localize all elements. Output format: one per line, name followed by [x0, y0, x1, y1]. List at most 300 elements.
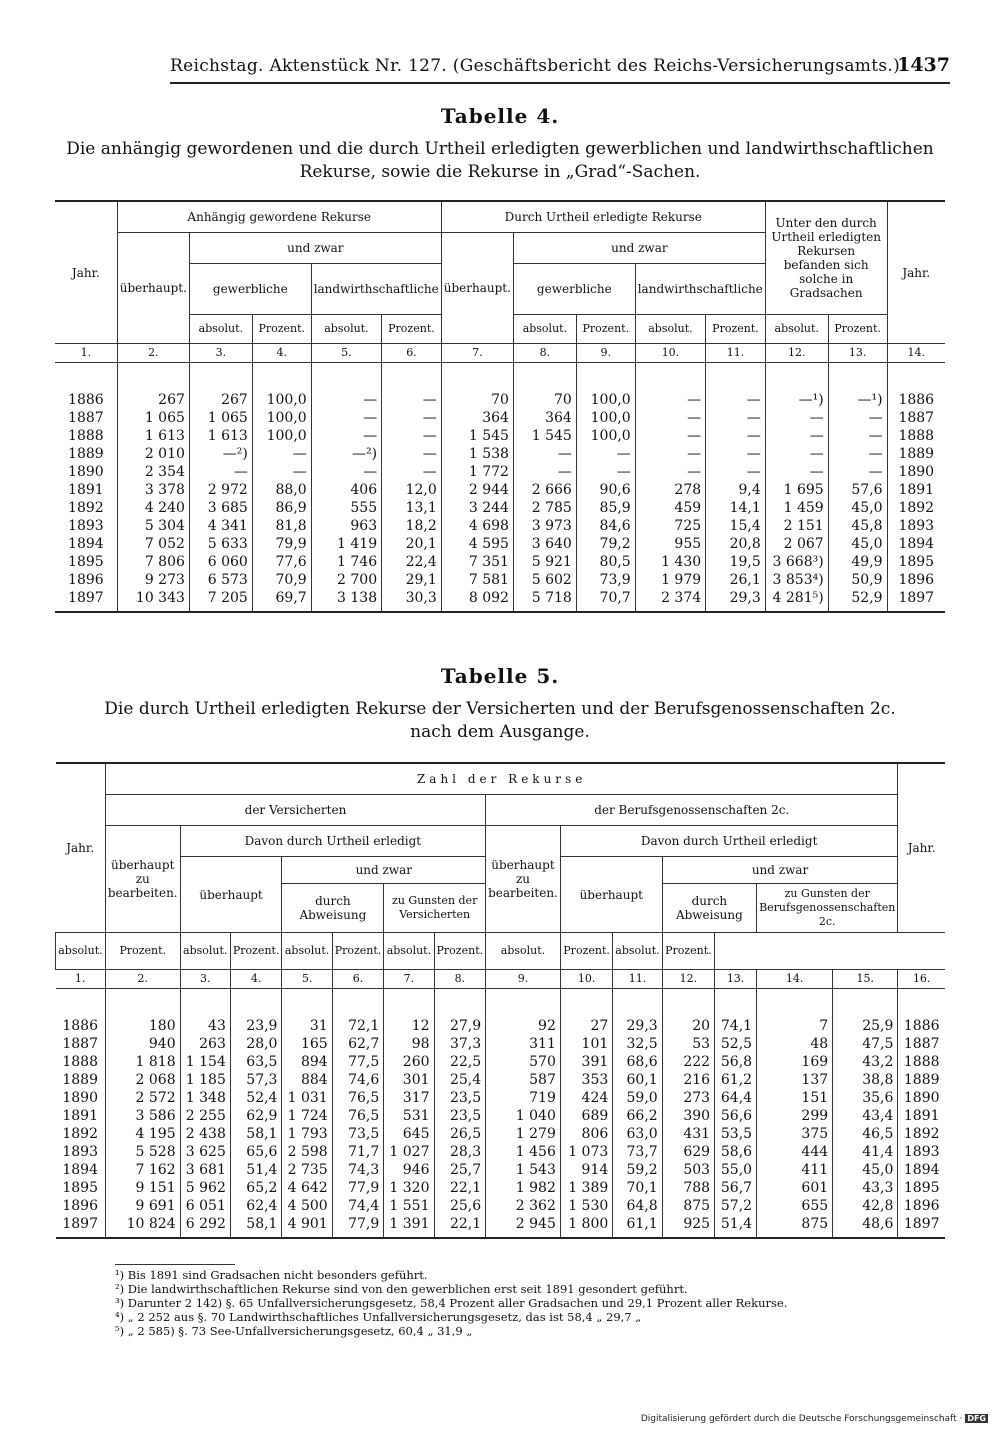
t4-cell: — [635, 427, 705, 445]
t4-cell: 2 700 [311, 571, 381, 589]
t5-year: 1896 [56, 1197, 106, 1215]
t5-cell: 51,4 [715, 1215, 757, 1238]
t5-cell: 53 [662, 1035, 714, 1053]
t4-cell: 80,5 [576, 553, 635, 571]
t4-cell: — [765, 427, 828, 445]
t4-cell: 69,7 [252, 589, 311, 612]
t4-year: 1887 [887, 409, 945, 427]
t5-h-gunsten-vers: zu Gunsten der Versicherten [384, 884, 486, 933]
t5-year: 1886 [898, 989, 945, 1036]
t5-h-abs: absolut. [384, 933, 434, 970]
t5-cell: 4 901 [282, 1215, 332, 1238]
t5-year: 1888 [898, 1053, 945, 1071]
t5-cell: 4 500 [282, 1197, 332, 1215]
t5-cell: 43,4 [833, 1107, 898, 1125]
t5-cell: 74,6 [332, 1071, 384, 1089]
t4-cell: 45,8 [828, 517, 887, 535]
t5-h-proz: Prozent. [105, 933, 180, 970]
t4-cell: —¹) [828, 363, 887, 410]
t4-cell: 45,0 [828, 499, 887, 517]
table4-subtitle-line1: Die anhängig gewordenen und die durch Urtheil erledigten gewerblichen und landwirthschaftlichen [66, 139, 934, 159]
t4-row [55, 427, 945, 445]
table4-title: Tabelle 4. [440, 104, 560, 128]
t5-cell: 1 530 [560, 1197, 612, 1215]
t4-cell: 4 281⁵) [765, 589, 828, 612]
t4-cell: 725 [635, 517, 705, 535]
t5-cell: 29,3 [613, 989, 662, 1036]
t5-h-proz: Prozent. [332, 933, 384, 970]
t4-cell: 1 538 [441, 445, 513, 463]
t4-cell: —²) [189, 445, 252, 463]
t4-colnum: 9. [576, 344, 635, 363]
footnote-3: ³) Darunter 2 142) §. 65 Unfallversicherungsgesetz, 58,4 Prozent aller Gradsachen und 29,1 Prozent aller Rekurse. [115, 1296, 788, 1310]
t5-cell: 629 [662, 1143, 714, 1161]
t4-colnum: 12. [765, 344, 828, 363]
t5-h-abs: absolut. [56, 933, 106, 970]
t5-cell: 58,6 [715, 1143, 757, 1161]
t5-cell: 180 [105, 989, 180, 1036]
t4-cell: 85,9 [576, 499, 635, 517]
t5-year: 1888 [56, 1053, 106, 1071]
t5-h-berufsgen: der Berufsgenossenschaften 2c. [486, 795, 898, 826]
t5-cell: 76,5 [332, 1089, 384, 1107]
t5-year: 1889 [898, 1071, 945, 1089]
t4-cell: 12,0 [382, 481, 442, 499]
t4-cell: 49,9 [828, 553, 887, 571]
t4-cell: 29,1 [382, 571, 442, 589]
t5-cell: 925 [662, 1215, 714, 1238]
t5-h-abweisung: durch Abweisung [282, 884, 384, 933]
t4-year: 1886 [887, 363, 945, 410]
digitization-credit [641, 1414, 988, 1424]
t4-cell: 6 573 [189, 571, 252, 589]
t5-colnum: 13. [715, 970, 757, 989]
t4-cell: —¹) [765, 363, 828, 410]
t5-cell: 43,3 [833, 1179, 898, 1197]
t4-cell: 5 633 [189, 535, 252, 553]
t5-cell: 22,1 [434, 1179, 486, 1197]
t5-year: 1895 [898, 1179, 945, 1197]
t4-cell: — [635, 445, 705, 463]
t5-cell: 1 185 [180, 1071, 230, 1089]
t5-cell: 3 681 [180, 1161, 230, 1179]
t5-cell: 1 456 [486, 1143, 561, 1161]
t5-cell: 60,1 [613, 1071, 662, 1089]
t5-cell: 74,1 [715, 989, 757, 1036]
t5-cell: 46,5 [833, 1125, 898, 1143]
t4-row [55, 363, 945, 410]
t5-cell: 914 [560, 1161, 612, 1179]
footnote-1: ¹) Bis 1891 sind Gradsachen nicht besonders geführt. [115, 1268, 428, 1282]
t5-cell: 42,8 [833, 1197, 898, 1215]
t4-year: 1886 [55, 363, 117, 410]
t5-cell: 32,5 [613, 1035, 662, 1053]
t5-row [56, 1143, 946, 1161]
t5-cell: 64,8 [613, 1197, 662, 1215]
t4-cell: 1 065 [117, 409, 189, 427]
t5-cell: 10 824 [105, 1215, 180, 1238]
t4-h-jahr: Jahr. [55, 201, 117, 344]
t5-cell: 1 040 [486, 1107, 561, 1125]
t5-colnum: 8. [434, 970, 486, 989]
t4-cell: 2 785 [513, 499, 576, 517]
t4-cell: — [765, 409, 828, 427]
t5-cell: 151 [757, 1089, 833, 1107]
t5-cell: 353 [560, 1071, 612, 1089]
t5-h-proz: Prozent. [434, 933, 486, 970]
t4-h-jahr-right: Jahr. [887, 201, 945, 344]
t4-cell: 2 666 [513, 481, 576, 499]
t4-cell: 19,5 [706, 553, 766, 571]
t4-colnum: 1. [55, 344, 117, 363]
t5-cell: 1 818 [105, 1053, 180, 1071]
t5-cell: 2 735 [282, 1161, 332, 1179]
t5-cell: 1 800 [560, 1215, 612, 1238]
t5-colnum: 16. [898, 970, 945, 989]
t4-cell: 4 595 [441, 535, 513, 553]
t5-cell: 27 [560, 989, 612, 1036]
t4-year: 1896 [887, 571, 945, 589]
t5-cell: 1 154 [180, 1053, 230, 1071]
t5-h-ueberhaupt2: überhaupt [560, 857, 662, 933]
t4-cell: 20,8 [706, 535, 766, 553]
t4-h-gewerbliche2: gewerbliche [513, 264, 635, 315]
t5-cell: 57,2 [715, 1197, 757, 1215]
t4-cell: 3 973 [513, 517, 576, 535]
t5-cell: 48 [757, 1035, 833, 1053]
t4-cell: 1 065 [189, 409, 252, 427]
t5-cell: 5 962 [180, 1179, 230, 1197]
t5-cell: 3 586 [105, 1107, 180, 1125]
t4-cell: 88,0 [252, 481, 311, 499]
t5-cell: 56,8 [715, 1053, 757, 1071]
t5-colnum: 4. [230, 970, 282, 989]
t5-cell: 31 [282, 989, 332, 1036]
t5-cell: 1 027 [384, 1143, 434, 1161]
t5-cell: 875 [757, 1215, 833, 1238]
t4-cell: — [635, 409, 705, 427]
t5-cell: 1 389 [560, 1179, 612, 1197]
t4-cell: 364 [441, 409, 513, 427]
t4-h-proz: Prozent. [706, 315, 766, 344]
t4-colnum: 4. [252, 344, 311, 363]
t4-cell: 90,6 [576, 481, 635, 499]
t5-year: 1897 [56, 1215, 106, 1238]
t5-cell: 884 [282, 1071, 332, 1089]
t4-h-proz: Prozent. [382, 315, 442, 344]
t4-year: 1888 [55, 427, 117, 445]
t4-cell: 963 [311, 517, 381, 535]
t5-cell: 940 [105, 1035, 180, 1053]
t4-cell: 3 640 [513, 535, 576, 553]
t5-cell: 22,5 [434, 1053, 486, 1071]
t5-cell: 719 [486, 1089, 561, 1107]
t5-cell: 72,1 [332, 989, 384, 1036]
t4-cell: — [765, 463, 828, 481]
t4-cell: 2 972 [189, 481, 252, 499]
t5-cell: 645 [384, 1125, 434, 1143]
t4-cell: — [382, 445, 442, 463]
t4-cell: 79,2 [576, 535, 635, 553]
t5-cell: 77,9 [332, 1215, 384, 1238]
t5-cell: 299 [757, 1107, 833, 1125]
t5-year: 1893 [898, 1143, 945, 1161]
t4-cell: 2 010 [117, 445, 189, 463]
t5-cell: 165 [282, 1035, 332, 1053]
t4-cell: 100,0 [576, 363, 635, 410]
t5-cell: 788 [662, 1179, 714, 1197]
t5-cell: 503 [662, 1161, 714, 1179]
t5-cell: 6 051 [180, 1197, 230, 1215]
dfg-logo: DFG [967, 1414, 986, 1423]
t4-cell: — [576, 445, 635, 463]
table5-title: Tabelle 5. [440, 664, 560, 688]
t5-h-jahr-right: Jahr. [898, 763, 945, 933]
t4-cell: 45,0 [828, 535, 887, 553]
t4-h-proz: Prozent. [828, 315, 887, 344]
t5-cell: 25,6 [434, 1197, 486, 1215]
t5-row [56, 1161, 946, 1179]
t4-colnum: 14. [887, 344, 945, 363]
t5-cell: 9 151 [105, 1179, 180, 1197]
t4-cell: 406 [311, 481, 381, 499]
t5-h-zahl: Zahl der Rekurse [105, 763, 898, 795]
t5-cell: 20 [662, 989, 714, 1036]
t5-cell: 444 [757, 1143, 833, 1161]
t5-year: 1890 [56, 1089, 106, 1107]
t5-h-abs: absolut. [486, 933, 561, 970]
footnote-4: ⁴) „ 2 252 aus §. 70 Landwirthschaftliches Unfallversicherungsgesetz, das ist 58,4 „ 29,7 „ [115, 1310, 642, 1324]
t5-cell: 38,8 [833, 1071, 898, 1089]
t5-cell: 1 348 [180, 1089, 230, 1107]
t5-cell: 875 [662, 1197, 714, 1215]
t4-cell: — [382, 463, 442, 481]
t5-cell: 63,0 [613, 1125, 662, 1143]
t4-cell: 364 [513, 409, 576, 427]
t4-cell: 2 374 [635, 589, 705, 612]
t4-cell: 7 351 [441, 553, 513, 571]
t5-cell: 71,7 [332, 1143, 384, 1161]
table4 [55, 200, 945, 613]
t5-cell: 390 [662, 1107, 714, 1125]
t5-cell: 1 724 [282, 1107, 332, 1125]
t5-cell: 25,7 [434, 1161, 486, 1179]
t4-cell: — [828, 463, 887, 481]
t5-cell: 27,9 [434, 989, 486, 1036]
t4-h-abs: absolut. [513, 315, 576, 344]
t4-cell: 3 668³) [765, 553, 828, 571]
t5-row [56, 1197, 946, 1215]
t4-h-ueberhaupt: überhaupt. [117, 233, 189, 344]
t5-cell: 1 391 [384, 1215, 434, 1238]
t5-h-abs: absolut. [180, 933, 230, 970]
t5-year: 1890 [898, 1089, 945, 1107]
t5-cell: 2 438 [180, 1125, 230, 1143]
t4-h-unter: Unter den durch Urtheil erledigten Rekursen befanden sich solche in Gradsachen [765, 201, 887, 315]
t5-year: 1896 [898, 1197, 945, 1215]
header-text: Reichstag. Aktenstück Nr. 127. (Geschäftsbericht des Reichs-Versicherungsamts.) [170, 56, 900, 76]
table5-subtitle-line1: Die durch Urtheil erledigten Rekurse der Versicherten und der Berufsgenossenschaften 2c. [104, 699, 896, 719]
t4-cell: — [311, 363, 381, 410]
t5-cell: 317 [384, 1089, 434, 1107]
page-number: 1437 [897, 54, 950, 76]
t5-h-abs: absolut. [613, 933, 662, 970]
t5-h-davon: Davon durch Urtheil erledigt [180, 826, 485, 857]
t4-row [55, 481, 945, 499]
t5-cell: 48,6 [833, 1215, 898, 1238]
t5-row [56, 1179, 946, 1197]
t5-cell: 311 [486, 1035, 561, 1053]
t4-cell: — [311, 427, 381, 445]
t5-cell: 222 [662, 1053, 714, 1071]
t5-cell: 73,7 [613, 1143, 662, 1161]
t5-cell: 65,6 [230, 1143, 282, 1161]
t4-cell: — [382, 427, 442, 445]
t5-colnum: 5. [282, 970, 332, 989]
t4-cell: — [635, 363, 705, 410]
t4-cell: 3 138 [311, 589, 381, 612]
page-header [170, 52, 950, 84]
t4-cell: 1 613 [189, 427, 252, 445]
t5-colnum: 14. [757, 970, 833, 989]
t4-h-abs: absolut. [635, 315, 705, 344]
t5-h-ueberhaupt: überhaupt [180, 857, 282, 933]
t5-cell: 62,9 [230, 1107, 282, 1125]
t4-year: 1892 [55, 499, 117, 517]
t4-row [55, 445, 945, 463]
t4-cell: 100,0 [252, 363, 311, 410]
t4-cell: 100,0 [252, 409, 311, 427]
t4-cell: — [513, 445, 576, 463]
t5-cell: 55,0 [715, 1161, 757, 1179]
t5-colnum: 1. [56, 970, 106, 989]
t5-cell: 2 255 [180, 1107, 230, 1125]
t4-h-undzwar: und zwar [189, 233, 441, 264]
t5-cell: 531 [384, 1107, 434, 1125]
t5-year: 1887 [898, 1035, 945, 1053]
t5-cell: 61,1 [613, 1215, 662, 1238]
t4-row [55, 571, 945, 589]
t4-cell: 278 [635, 481, 705, 499]
t5-cell: 1 279 [486, 1125, 561, 1143]
t4-cell: — [828, 427, 887, 445]
t5-h-undzwar: und zwar [282, 857, 486, 884]
t4-cell: — [576, 463, 635, 481]
t5-cell: 26,5 [434, 1125, 486, 1143]
table5 [55, 762, 945, 1239]
t4-year: 1891 [887, 481, 945, 499]
t4-h-abs: absolut. [311, 315, 381, 344]
t4-row [55, 517, 945, 535]
t4-cell: 100,0 [576, 409, 635, 427]
t4-cell: 2 354 [117, 463, 189, 481]
t4-cell: 7 052 [117, 535, 189, 553]
t5-cell: 2 068 [105, 1071, 180, 1089]
t5-cell: 2 572 [105, 1089, 180, 1107]
t4-cell: — [513, 463, 576, 481]
t4-row [55, 499, 945, 517]
t4-cell: 77,6 [252, 553, 311, 571]
t4-year: 1894 [887, 535, 945, 553]
t4-cell: — [311, 463, 381, 481]
t5-cell: 9 691 [105, 1197, 180, 1215]
t5-cell: 56,7 [715, 1179, 757, 1197]
t5-cell: 1 073 [560, 1143, 612, 1161]
t5-cell: 2 945 [486, 1215, 561, 1238]
t5-cell: 260 [384, 1053, 434, 1071]
t4-cell: —²) [311, 445, 381, 463]
t5-cell: 301 [384, 1071, 434, 1089]
t4-row [55, 409, 945, 427]
t5-cell: 41,4 [833, 1143, 898, 1161]
t5-cell: 43,2 [833, 1053, 898, 1071]
t4-cell: 1 545 [513, 427, 576, 445]
t5-row [56, 989, 946, 1036]
t4-cell: 9 273 [117, 571, 189, 589]
t4-h-undzwar2: und zwar [513, 233, 765, 264]
t4-cell: 6 060 [189, 553, 252, 571]
t5-cell: 25,9 [833, 989, 898, 1036]
t5-cell: 431 [662, 1125, 714, 1143]
t4-cell: — [706, 409, 766, 427]
t5-cell: 57,3 [230, 1071, 282, 1089]
t5-colnum: 7. [384, 970, 434, 989]
t5-cell: 43 [180, 989, 230, 1036]
t4-row [55, 589, 945, 612]
t4-year: 1887 [55, 409, 117, 427]
t5-colnum: 6. [332, 970, 384, 989]
t5-cell: 169 [757, 1053, 833, 1071]
t5-cell: 74,3 [332, 1161, 384, 1179]
t5-h-abs: absolut. [282, 933, 332, 970]
footnotes [115, 1268, 965, 1338]
t4-cell: 4 698 [441, 517, 513, 535]
t5-year: 1891 [56, 1107, 106, 1125]
t5-cell: 61,2 [715, 1071, 757, 1089]
t5-colnum: 11. [613, 970, 662, 989]
t5-cell: 23,5 [434, 1089, 486, 1107]
t4-cell: 81,8 [252, 517, 311, 535]
t5-cell: 62,7 [332, 1035, 384, 1053]
t4-cell: 1 772 [441, 463, 513, 481]
t5-cell: 411 [757, 1161, 833, 1179]
t4-cell: 18,2 [382, 517, 442, 535]
t5-h-davon2: Davon durch Urtheil erledigt [560, 826, 898, 857]
t4-cell: 22,4 [382, 553, 442, 571]
t5-cell: 2 362 [486, 1197, 561, 1215]
t5-year: 1887 [56, 1035, 106, 1053]
t4-cell: — [706, 363, 766, 410]
t4-cell: 13,1 [382, 499, 442, 517]
t4-cell: — [828, 445, 887, 463]
t5-cell: 70,1 [613, 1179, 662, 1197]
t5-cell: 59,0 [613, 1089, 662, 1107]
t5-cell: 52,5 [715, 1035, 757, 1053]
t4-cell: 84,6 [576, 517, 635, 535]
t4-h-durch: Durch Urtheil erledigte Rekurse [441, 201, 765, 233]
t4-year: 1889 [887, 445, 945, 463]
t4-cell: — [311, 409, 381, 427]
t4-colnum: 7. [441, 344, 513, 363]
t5-year: 1893 [56, 1143, 106, 1161]
t5-cell: 65,2 [230, 1179, 282, 1197]
t4-colnum: 6. [382, 344, 442, 363]
t4-year: 1893 [55, 517, 117, 535]
t5-year: 1895 [56, 1179, 106, 1197]
t4-h-abs: absolut. [765, 315, 828, 344]
t5-cell: 655 [757, 1197, 833, 1215]
t5-colnum: 3. [180, 970, 230, 989]
